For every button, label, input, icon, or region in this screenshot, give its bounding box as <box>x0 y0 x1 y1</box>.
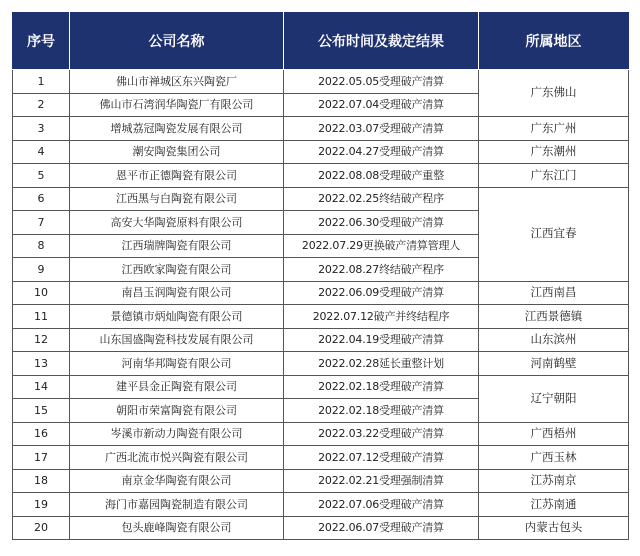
cell-serial-number: 13 <box>13 352 70 376</box>
cell-date-and-ruling: 2022.07.12受理破产清算 <box>284 446 479 470</box>
table-row <box>13 493 629 517</box>
header-serial-number: 序号 <box>13 13 70 70</box>
cell-date-and-ruling: 2022.02.18受理破产清算 <box>284 375 479 399</box>
table-body <box>13 70 629 540</box>
cell-region: 江西南昌 <box>479 281 629 305</box>
cell-region: 江西景德镇 <box>479 305 629 329</box>
table-row <box>13 422 629 446</box>
cell-serial-number: 5 <box>13 164 70 188</box>
table-row <box>13 375 629 399</box>
table-row <box>13 516 629 540</box>
cell-date-and-ruling: 2022.04.27受理破产清算 <box>284 140 479 164</box>
table-row <box>13 140 629 164</box>
cell-region: 广东广州 <box>479 117 629 141</box>
cell-date-and-ruling: 2022.08.08受理破产重整 <box>284 164 479 188</box>
cell-company-name: 朝阳市荣富陶瓷有限公司 <box>70 399 284 423</box>
bankruptcy-table <box>12 12 629 540</box>
cell-company-name: 佛山市禅城区东兴陶瓷厂 <box>70 70 284 94</box>
cell-serial-number: 19 <box>13 493 70 517</box>
cell-company-name: 海门市嘉园陶瓷制造有限公司 <box>70 493 284 517</box>
cell-date-and-ruling: 2022.05.05受理破产清算 <box>284 70 479 94</box>
cell-serial-number: 9 <box>13 258 70 282</box>
bankruptcy-table-container <box>12 12 628 540</box>
cell-serial-number: 15 <box>13 399 70 423</box>
cell-date-and-ruling: 2022.04.19受理破产清算 <box>284 328 479 352</box>
cell-date-and-ruling: 2022.06.30受理破产清算 <box>284 211 479 235</box>
cell-company-name: 江西黑与白陶瓷有限公司 <box>70 187 284 211</box>
cell-date-and-ruling: 2022.03.22受理破产清算 <box>284 422 479 446</box>
cell-region: 河南鹤壁 <box>479 352 629 376</box>
cell-date-and-ruling: 2022.03.07受理破产清算 <box>284 117 479 141</box>
cell-company-name: 河南华邦陶瓷有限公司 <box>70 352 284 376</box>
cell-serial-number: 18 <box>13 469 70 493</box>
cell-region: 江苏南京 <box>479 469 629 493</box>
cell-date-and-ruling: 2022.02.28延长重整计划 <box>284 352 479 376</box>
header-region: 所属地区 <box>479 13 629 70</box>
cell-region: 江西宜春 <box>479 187 629 281</box>
table-row <box>13 187 629 211</box>
cell-region: 辽宁朝阳 <box>479 375 629 422</box>
cell-serial-number: 3 <box>13 117 70 141</box>
header-company-name: 公司名称 <box>70 13 284 70</box>
cell-company-name: 恩平市正德陶瓷有限公司 <box>70 164 284 188</box>
cell-serial-number: 10 <box>13 281 70 305</box>
cell-date-and-ruling: 2022.02.18受理破产清算 <box>284 399 479 423</box>
cell-company-name: 江西瑞牌陶瓷有限公司 <box>70 234 284 258</box>
cell-serial-number: 4 <box>13 140 70 164</box>
cell-date-and-ruling: 2022.06.07受理破产清算 <box>284 516 479 540</box>
cell-serial-number: 16 <box>13 422 70 446</box>
cell-company-name: 佛山市石湾润华陶瓷厂有限公司 <box>70 93 284 117</box>
table-row <box>13 305 629 329</box>
cell-serial-number: 12 <box>13 328 70 352</box>
cell-region: 广东佛山 <box>479 70 629 117</box>
cell-region: 广西玉林 <box>479 446 629 470</box>
cell-date-and-ruling: 2022.02.25终结破产程序 <box>284 187 479 211</box>
table-row <box>13 446 629 470</box>
cell-company-name: 南昌玉润陶瓷有限公司 <box>70 281 284 305</box>
cell-region: 广西梧州 <box>479 422 629 446</box>
table-row <box>13 328 629 352</box>
cell-company-name: 潮安陶瓷集团公司 <box>70 140 284 164</box>
cell-date-and-ruling: 2022.06.09受理破产清算 <box>284 281 479 305</box>
table-row <box>13 281 629 305</box>
table-row <box>13 164 629 188</box>
table-row <box>13 117 629 141</box>
header-date-and-ruling: 公布时间及裁定结果 <box>284 13 479 70</box>
cell-company-name: 建平县金正陶瓷有限公司 <box>70 375 284 399</box>
cell-serial-number: 8 <box>13 234 70 258</box>
cell-company-name: 山东国盛陶瓷科技发展有限公司 <box>70 328 284 352</box>
cell-region: 广东江门 <box>479 164 629 188</box>
cell-date-and-ruling: 2022.02.21受理强制清算 <box>284 469 479 493</box>
table-row <box>13 352 629 376</box>
cell-company-name: 包头鹿峰陶瓷有限公司 <box>70 516 284 540</box>
cell-company-name: 景德镇市炳灿陶瓷有限公司 <box>70 305 284 329</box>
cell-serial-number: 7 <box>13 211 70 235</box>
cell-serial-number: 14 <box>13 375 70 399</box>
cell-date-and-ruling: 2022.08.27终结破产程序 <box>284 258 479 282</box>
cell-date-and-ruling: 2022.07.04受理破产清算 <box>284 93 479 117</box>
cell-company-name: 南京金华陶瓷有限公司 <box>70 469 284 493</box>
cell-region: 江苏南通 <box>479 493 629 517</box>
cell-serial-number: 17 <box>13 446 70 470</box>
cell-serial-number: 20 <box>13 516 70 540</box>
cell-serial-number: 6 <box>13 187 70 211</box>
table-header-row <box>13 13 629 70</box>
cell-region: 山东滨州 <box>479 328 629 352</box>
table-row <box>13 469 629 493</box>
cell-region: 内蒙古包头 <box>479 516 629 540</box>
cell-company-name: 广西北流市悦兴陶瓷有限公司 <box>70 446 284 470</box>
table-row <box>13 70 629 94</box>
cell-serial-number: 11 <box>13 305 70 329</box>
cell-date-and-ruling: 2022.07.29更换破产清算管理人 <box>284 234 479 258</box>
cell-company-name: 增城荔冠陶瓷发展有限公司 <box>70 117 284 141</box>
cell-company-name: 江西欧家陶瓷有限公司 <box>70 258 284 282</box>
cell-company-name: 高安大华陶瓷原料有限公司 <box>70 211 284 235</box>
cell-date-and-ruling: 2022.07.12破产并终结程序 <box>284 305 479 329</box>
cell-company-name: 岑溪市新动力陶瓷有限公司 <box>70 422 284 446</box>
cell-serial-number: 2 <box>13 93 70 117</box>
cell-region: 广东潮州 <box>479 140 629 164</box>
cell-date-and-ruling: 2022.07.06受理破产清算 <box>284 493 479 517</box>
cell-serial-number: 1 <box>13 70 70 94</box>
